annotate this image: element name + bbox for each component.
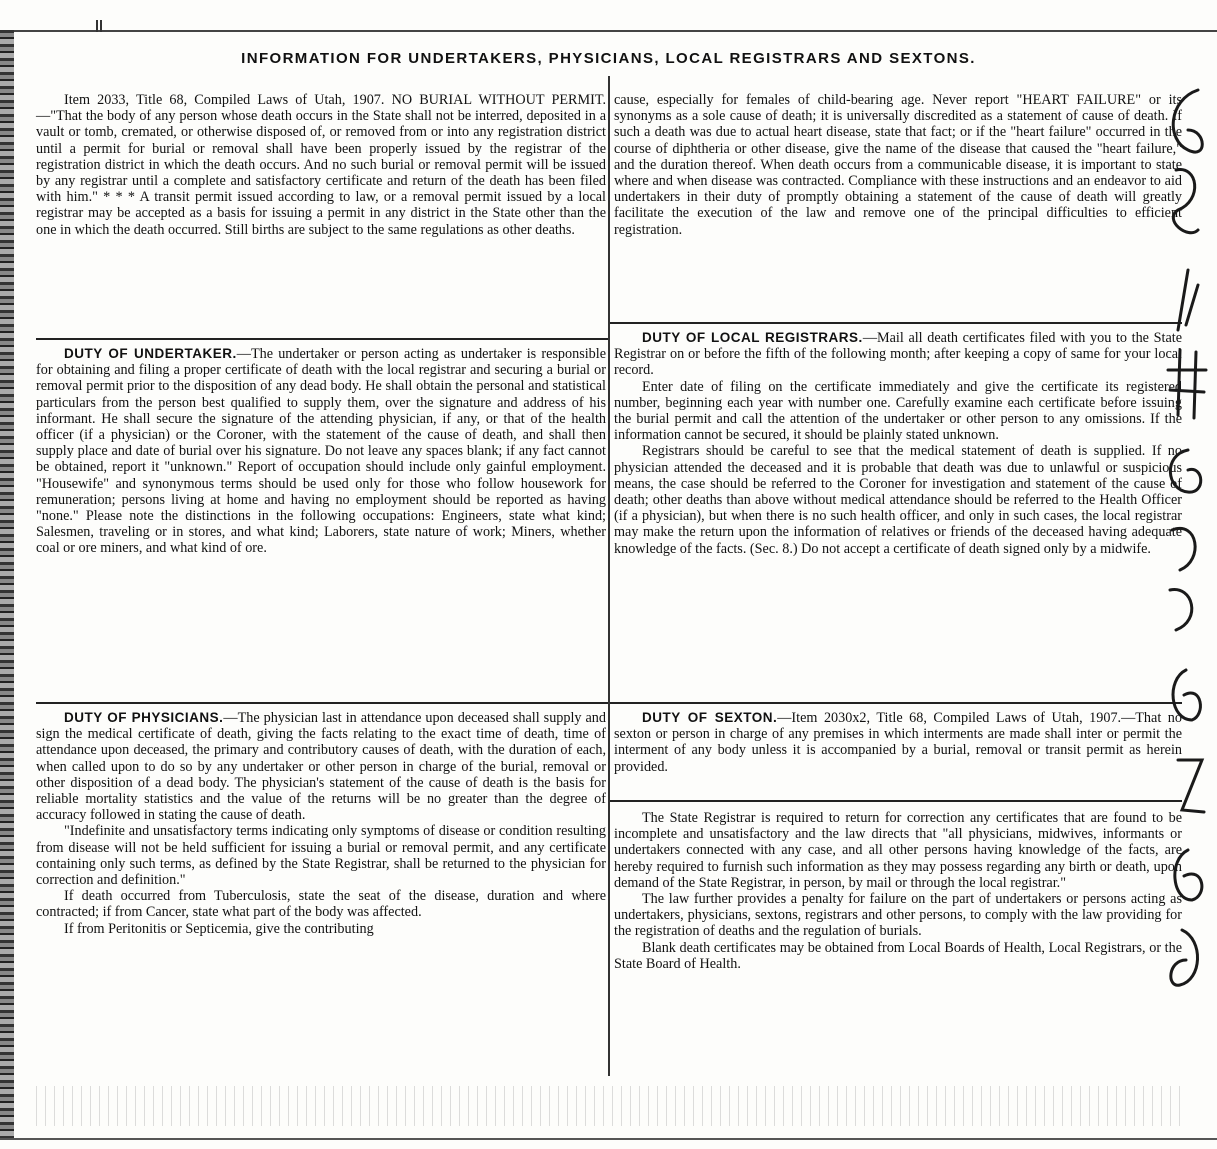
column-divider [608, 76, 610, 1076]
peritonitis-text: If from Peritonitis or Septicemia, give the contributing [64, 920, 374, 937]
registrars-heading: DUTY OF LOCAL REGISTRARS. [642, 330, 863, 345]
intro-text: Item 2033, Title 68, Compiled Laws of Utah, 1907. NO BURIAL WITHOUT PERMIT.—"That the body of any person whose death occurs in the State shall not be interred, deposited in a vault or tomb, cremated, or otherwise disposed of, or removed from or into any registration district until a permit for burial or removal shall have been properly issued by the registrar of the registration district in which the death occurs. And no such burial or removal permit will be issued by any registrar until a complete and satisfactory certificate and return of the death has been filed with him." * * * A transit permit issued according to law, or a removal permit issued by a local registrar may be accepted as a basis for issuing a permit in any district in the State other than the one in which the death occurred. Still births are subject to the same regulations as other deaths. [36, 92, 606, 238]
page-title: INFORMATION FOR UNDERTAKERS, PHYSICIANS, LOCAL REGISTRARS AND SEXTONS. [241, 50, 976, 67]
section-divider [36, 338, 608, 340]
handwritten-margin-annotation [1158, 70, 1214, 1030]
section-divider [610, 702, 1182, 704]
intro-section [36, 92, 606, 238]
scan-left-edge [0, 30, 14, 1140]
scan-noise-area [36, 1086, 1186, 1126]
section-divider [610, 800, 1182, 802]
registrars-section [614, 330, 1182, 557]
physicians-heading: DUTY OF PHYSICIANS. [64, 710, 224, 725]
scan-bottom-border [0, 1138, 1217, 1140]
undertaker-section [36, 346, 606, 557]
scan-tick-mark [96, 20, 98, 32]
tuberculosis-text: If death occurred from Tuberculosis, state the seat of the disease, duration and where contracted; if from Cancer, state what part of the body was affected. [36, 888, 606, 921]
undertaker-heading: DUTY OF UNDERTAKER. [64, 346, 237, 361]
sexton-heading: DUTY OF SEXTON. [642, 710, 778, 725]
section-divider [36, 702, 608, 704]
filing-text: Enter date of filing on the certificate immediately and give the certificate its registered number, beginning each year with number one. Carefully examine each certificate before issuing the burial permit and call the attention of the undertaker or other person to any omissions. If the information cannot be secured, it should be plainly stated unknown. [614, 378, 1182, 444]
sexton-section [614, 710, 1182, 775]
penalty-text: The law further provides a penalty for failure on the part of undertakers or persons acting as undertakers, physicians, sextons, registrars and other persons, to comply with the law providing for the registration of deaths and the regulation of burials. [614, 891, 1182, 940]
state-registrar-text: The State Registrar is required to return for correction any certificates that are found to be incomplete and unsatisfactory and the law directs that "all physicians, midwives, informants or undertakers connected with any case, and all other persons having knowledge of the facts, are hereby required to furnish such information as they may possess regarding any birth or death, upon demand of the State Registrar, in person, by mail or through the local registrar." [614, 810, 1182, 891]
scan-top-border [0, 30, 1217, 32]
physicians-body: —The physician last in attendance upon deceased shall supply and sign the medical certificate of death, giving the facts relating to the exact time of death, time of attendance upon deceased, the primary and contributory causes of death, with the duration of each, when called upon to do so by any undertaker or other person in charge of the burial, removal or other disposition of a dead body. The physician's statement of the cause of death is the basis for reliable mortality statistics and the value of the returns will be no greater than the degree of accuracy followed in stating the cause of death. [36, 710, 606, 824]
state-registrar-section [614, 810, 1182, 972]
blank-certificates-text: Blank death certificates may be obtained from Local Boards of Health, Local Registrars, or the State Board of Health. [614, 939, 1182, 972]
section-divider [610, 322, 1182, 324]
physicians-section [36, 710, 606, 937]
registrars-careful-text: Registrars should be careful to see that the medical statement of death is supplied. If no physician attended the deceased and it is probable that death was due to unlawful or suspicious means, the case should be referred to the Coroner for investigation and statement of the cause of death; other deaths than above without medical attendance should be referred to the Health Officer (if a physician), but when there is no such health officer, and only in such cases, the local registrar may make the return upon the information of relatives or friends of the deceased having adequate knowledge of the facts. (Sec. 8.) Do not accept a certificate of death signed only by a midwife. [614, 443, 1182, 557]
cause-continued-text: cause, especially for females of child-bearing age. Never report "HEART FAILURE" or its synonyms as a sole cause of death; it is universally discredited as a statement of cause of death. If such a death was due to actual heart disease, state that fact; or if the "heart failure" occurred in the course of diphtheria or other disease, give the name of the disease that caused the "heart failure," and the duration thereof. When death occurs from a communicable disease, it is important to state where and when disease was contracted. Compliance with these instructions and an endeavor to aid undertakers in their duty of promptly obtaining a statement of the cause of death will greatly facilitate the execution of the law and remove one of the principal difficulties to efficient registration. [614, 92, 1182, 238]
registrars-body: —Mail all death certificates filed with you to the State Registrar on or before the fifth of the following month; after keeping a copy of same for your local record. [614, 330, 1182, 379]
indefinite-terms-text: "Indefinite and unsatisfactory terms indicating only symptoms of disease or condition resulting from disease will not be held sufficient for issuing a burial or removal permit, and any certificate containing only such terms, as defined by the State Registrar, shall be returned to the physician for correction and definition." [36, 823, 606, 889]
sexton-body: —Item 2030x2, Title 68, Compiled Laws of Utah, 1907.—That no sexton or person in charge of any premises in which interments are made shall inter or permit the interment of any body unless it is accompanied by a burial, removal or transit permit as herein provided. [614, 710, 1182, 775]
scan-tick-mark [100, 20, 102, 32]
cause-continued-section [614, 92, 1182, 238]
undertaker-body: —The undertaker or person acting as undertaker is responsible for obtaining and filing a proper certificate of death with the local registrar and securing a burial or removal permit prior to the disposition of any dead body. He shall obtain the personal and statistical particulars from the person best qualified to supply them, over the signature and address of his informant. He shall secure the signature of the attending physician, if any, or that of the health officer (if a physician) or the Coroner, with the statement of the cause of death, and shall then supply place and date of burial over his signature. Do not leave any spaces blank; if any fact cannot be obtained, report it "unknown." Report of occupation should include only gainful employment. "Housewife" and synonymous terms should be used only for those who follow housework for remuneration; persons living at home and having no employment should be reported as having "none." Please note the distinctions in the following occupations: Engineers, state what kind; Salesmen, traveling or in stores, and what kind; Laborers, state nature of work; Miners, whether coal or ore miners, and what kind of ore. [36, 346, 606, 557]
